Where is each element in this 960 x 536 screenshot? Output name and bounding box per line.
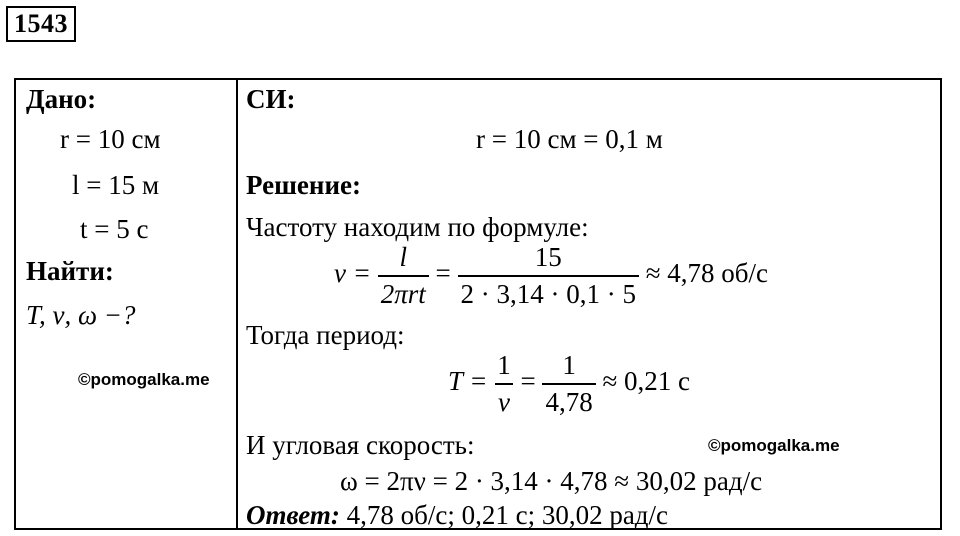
si-conversion: r = 10 см = 0,1 м: [476, 124, 663, 154]
frequency-eq: =: [435, 258, 451, 289]
period-intro: Тогда период:: [246, 320, 405, 350]
frequency-intro: Частоту находим по формуле:: [246, 212, 589, 242]
period-fraction-numeric: [542, 352, 595, 416]
answer-line: [246, 500, 668, 531]
watermark-right: ©pomogalka.me: [708, 436, 840, 455]
frequency-f1-num: l: [399, 242, 407, 272]
frequency-f1-den: 2πrt: [378, 275, 429, 308]
period-result: ≈ 0,21 с: [602, 366, 691, 397]
given-heading: Дано:: [26, 84, 97, 114]
period-f1-den: ν: [495, 383, 513, 416]
period-fraction-symbolic: [494, 352, 514, 416]
find-unknowns: T, ν, ω −?: [26, 300, 136, 330]
given-time: t = 5 с: [80, 214, 149, 244]
find-heading: Найти:: [26, 256, 114, 286]
frequency-lhs: ν =: [334, 258, 371, 289]
period-lhs: T =: [448, 366, 488, 397]
frequency-fraction-numeric: [458, 244, 639, 308]
period-f1-num: 1: [497, 350, 511, 380]
period-f2-num: 1: [562, 350, 576, 380]
frequency-f2-num: 15: [534, 242, 562, 272]
period-f2-den: 4,78: [542, 383, 595, 416]
frequency-formula: [334, 244, 768, 308]
given-radius: r = 10 см: [60, 124, 161, 154]
watermark-left: ©pomogalka.me: [78, 370, 210, 389]
problem-number: 1543: [6, 6, 76, 42]
answer-label: Ответ:: [246, 500, 340, 530]
solution-heading: Решение:: [246, 170, 361, 200]
si-heading: СИ:: [246, 84, 296, 114]
period-eq: =: [520, 366, 536, 397]
column-divider: [236, 80, 238, 528]
answer-value: 4,78 об/с; 0,21 с; 30,02 рад/с: [346, 500, 669, 530]
frequency-f2-den: 2 · 3,14 · 0,1 · 5: [458, 275, 639, 308]
solution-table: [14, 78, 942, 530]
period-formula: [448, 352, 690, 416]
given-length: l = 15 м: [72, 170, 160, 200]
frequency-fraction-symbolic: [378, 244, 429, 308]
angular-intro: И угловая скорость:: [246, 430, 475, 460]
frequency-result: ≈ 4,78 об/с: [645, 258, 769, 289]
angular-formula: ω = 2πν = 2 · 3,14 · 4,78 ≈ 30,02 рад/с: [340, 466, 763, 496]
